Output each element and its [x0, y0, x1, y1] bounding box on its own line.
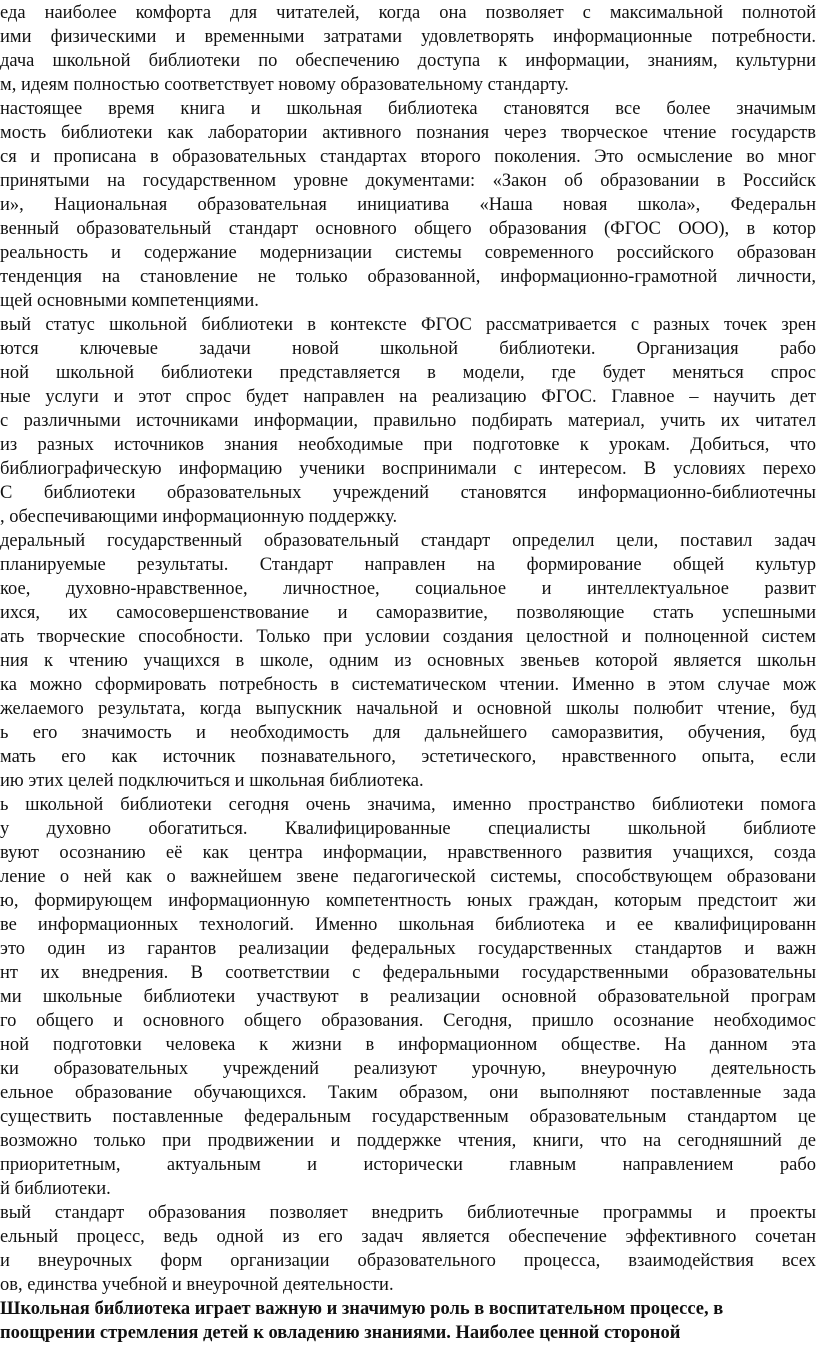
text-line: кое, духовно-нравственное, личностное, социальное и интеллектуальное развит: [0, 579, 816, 599]
text-line: желаемого результата, когда выпускник начальной и основной школы полюбит чтение, буд: [0, 699, 816, 719]
text-line: вый статус школьной библиотеки в контексте ФГОС рассматривается с разных точек зрен: [0, 315, 816, 335]
text-line: приоритетным, актуальным и исторически главным направлением рабо: [0, 1155, 816, 1175]
text-line: тенденция на становление не только образованной, информационно-грамотной личности,: [0, 267, 816, 287]
text-line: это один из гарантов реализации федеральных государственных стандартов и важн: [0, 939, 816, 959]
text-line: из разных источников знания необходимые при подготовке к урокам. Добиться, что: [0, 435, 816, 455]
text-line: ве информационных технологий. Именно школьная библиотека и ее квалифицированн: [0, 915, 816, 935]
text-line: венный образовательный стандарт основного общего образования (ФГОС ООО), в котор: [0, 219, 816, 239]
text-line: ию этих целей подключиться и школьная библиотека.: [0, 771, 424, 791]
text-line: еда наиболее комфорта для читателей, когда она позволяет с максимальной полнотой: [0, 3, 816, 23]
text-line: возможно только при продвижении и поддержке чтения, книги, что на сегодняшний де: [0, 1131, 816, 1151]
text-line: принятыми на государственном уровне документами: «Закон об образовании в Российск: [0, 171, 816, 191]
text-line: ния к чтению учащихся в школе, одним из основных звеньев которой является школьн: [0, 651, 816, 671]
text-line: ихся, их самосовершенствование и саморазвитие, позволяющие стать успешными: [0, 603, 816, 623]
text-line: существить поставленные федеральным государственным образовательным стандартом це: [0, 1107, 816, 1127]
text-line: щей основными компетенциями.: [0, 291, 259, 311]
text-line: ки образовательных учреждений реализуют урочную, внеурочную деятельность: [0, 1059, 816, 1079]
text-line: го общего и основного общего образования. Сегодня, пришло осознание необходимос: [0, 1011, 816, 1031]
text-line: мость библиотеки как лаборатории активного познания через творческое чтение государств: [0, 123, 816, 143]
text-line: ими физическими и временными затратами удовлетворять информационные потребности.: [0, 27, 816, 47]
text-line: ельный процесс, ведь одной из его задач является обеспечение эффективного сочетан: [0, 1227, 816, 1247]
text-line: С библиотеки образовательных учреждений становятся информационно-библиотечны: [0, 483, 816, 503]
text-line: ся и прописана в образовательных стандартах второго поколения. Это осмысление во мног: [0, 147, 816, 167]
text-line: ной школьной библиотеки представляется в модели, где будет меняться спрос: [0, 363, 816, 383]
text-line: ка можно сформировать потребность в систематическом чтении. Именно в этом случае мож: [0, 675, 816, 695]
text-line: деральный государственный образовательный стандарт определил цели, поставил задач: [0, 531, 816, 551]
text-line: ать творческие способности. Только при условии создания целостной и полноценной систем: [0, 627, 816, 647]
text-line: ной подготовки человека к жизни в информационном обществе. На данном эта: [0, 1035, 816, 1055]
text-line: мать его как источник познавательного, эстетического, нравственного опыта, если: [0, 747, 816, 767]
text-line: , обеспечивающими информационную поддержку.: [0, 507, 398, 527]
text-line: реальность и содержание модернизации системы современного российского образован: [0, 243, 816, 263]
text-line: ление о ней как о важнейшем звене педагогической системы, способствующем образовани: [0, 867, 816, 887]
text-line: ю, формирующем информационную компетентность юных граждан, которым предстоит жи: [0, 891, 816, 911]
text-line: планируемые результаты. Стандарт направлен на формирование общей культур: [0, 555, 816, 575]
text-line: библиографическую информацию ученики воспринимали с интересом. В условиях перехо: [0, 459, 816, 479]
text-line: й библиотеки.: [0, 1179, 111, 1199]
text-line: дача школьной библиотеки по обеспечению доступа к информации, знаниям, культурни: [0, 51, 816, 71]
text-line: с различными источниками информации, правильно подбирать материал, учить их читател: [0, 411, 816, 431]
text-line: нт их внедрения. В соответствии с федеральными государственными образовательны: [0, 963, 816, 983]
bold-text-line: поощрении стремления детей к овладению знаниями. Наиболее ценной стороной: [0, 1323, 681, 1343]
text-line: у духовно обогатиться. Квалифицированные специалисты школьной библиоте: [0, 819, 816, 839]
text-line: настоящее время книга и школьная библиотека становятся все более значимым: [0, 99, 816, 119]
text-line: ь его значимость и необходимость для дальнейшего саморазвития, обучения, буд: [0, 723, 816, 743]
text-line: и», Национальная образовательная инициатива «Наша новая школа», Федеральн: [0, 195, 816, 215]
text-line: вый стандарт образования позволяет внедрить библиотечные программы и проекты: [0, 1203, 816, 1223]
text-line: вуют осознанию её как центра информации, нравственного развития учащихся, созда: [0, 843, 816, 863]
text-line: ми школьные библиотеки участвуют в реализации основной образовательной програм: [0, 987, 816, 1007]
text-line: ные услуги и этот спрос будет направлен на реализацию ФГОС. Главное – научить дет: [0, 387, 816, 407]
text-line: ельное образование обучающихся. Таким образом, они выполняют поставленные зада: [0, 1083, 816, 1103]
text-line: ов, единства учебной и внеурочной деятельности.: [0, 1275, 394, 1295]
text-line: ь школьной библиотеки сегодня очень значима, именно пространство библиотеки помога: [0, 795, 816, 815]
text-line: и внеурочных форм организации образовательного процесса, взаимодействия всех: [0, 1251, 816, 1271]
text-line: м, идеям полностью соответствует новому образовательному стандарту.: [0, 75, 569, 95]
bold-text-line: Школьная библиотека играет важную и значимую роль в воспитательном процессе, в: [0, 1299, 724, 1319]
text-line: ются ключевые задачи новой школьной библиотеки. Организация рабо: [0, 339, 816, 359]
